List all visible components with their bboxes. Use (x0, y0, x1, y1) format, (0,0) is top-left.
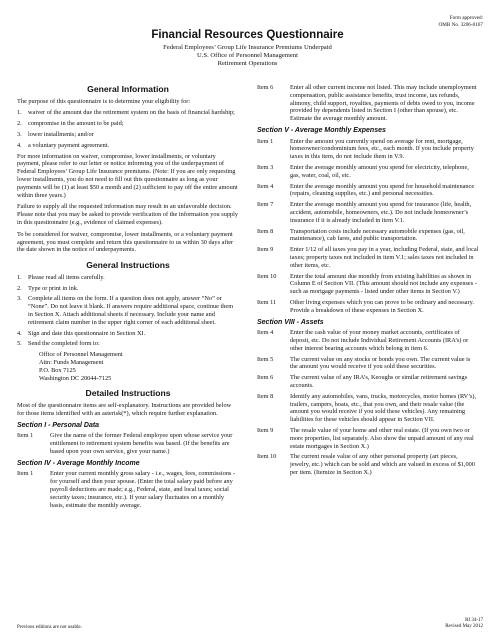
list-item: 5. Send the completed form to: (17, 340, 100, 348)
general-instructions-heading: General Instructions (86, 260, 170, 271)
instruction-item: Item 4 Enter the average monthly amount you spend for household maintenance (repairs, cleaning supplies, etc.) and personal necessities. (257, 182, 475, 198)
instruction-item: Item 8 Transportation costs include necessary automobile expenses (gas, oil, maintenance), cab fares, and public transportation. (257, 227, 465, 243)
list-item: 1. Please read all items carefully. (17, 273, 105, 281)
left-column (17, 84, 239, 512)
more-information-paragraph: For more information on waiver, compromise, lower installments, or voluntary payment, please refer to our letter or notice informing you of the underpayment of Federal Employees’ Group Life Insurance premiums. (Note: If you are only requesting lower installments, you do not need to fill out this questionnaire as long as your payments will be (1) at least $50 a month and (2) sufficient to pay off the entire amount within three years.) (17, 152, 238, 199)
revision-date: Revised May 2012 (445, 624, 483, 630)
document-header (0, 28, 495, 68)
list-item: 4. Sign and date this questionnaire in Section XI. (17, 329, 146, 337)
failure-paragraph: Failure to supply all the requested information may result in an unfavorable decision. Please note that you may be asked to provide verification of the information you supply in this questionnaire (e.g., evidence of claimed expenses). (17, 203, 239, 227)
list-item: 2. compromise in the amount to be paid; (17, 120, 124, 128)
section-iv-heading: Section IV - Average Monthly Income (17, 459, 140, 467)
instruction-item: Item 6 The current value of any IRA’s, Keoughs or similar retirement savings accounts. (257, 374, 468, 390)
detailed-instructions-heading: Detailed Instructions (85, 388, 171, 399)
section-i-heading: Section I - Personal Data (17, 421, 100, 429)
instruction-item: Item 11 Other living expenses which you can prove to be ordinary and necessary. Provide a breakdown of these expenses in Section X. (257, 299, 474, 314)
list-item: 1. waiver of the amount due the retirement system on the basis of financial hardship; (17, 109, 235, 117)
instruction-item: Item 3 Enter the average monthly amount you spend for electricity, telephone, gas, water, coal, oil, etc. (257, 164, 469, 179)
instruction-item: Item 1 Give the name of the former Federal employee upon whose service your entitlement to retirement system benefits was based. (If the benefits are based upon your own service, give your name.) (17, 432, 233, 455)
address-line: Office of Personnel Management (39, 351, 123, 359)
address-line: P.O. Box 7125 (39, 366, 76, 374)
previous-editions-note: Previous editions are not usable. (17, 625, 82, 630)
instruction-item: Item 6 Enter all other current income not listed. This may include unemployment compensation, public assistance benefits, trust income, tax refunds, alimony, child support, royalties, payments of debts owed to you, income provided by dependents listed in Section I (other than spouse), etc. Estimate the average monthly amount. (257, 84, 477, 123)
list-item: 3. lower installments; and/or (17, 131, 94, 139)
mailing-address (17, 351, 239, 382)
instruction-item: Item 9 Enter 1/12 of all taxes you pay in a year, including Federal, state, and local taxes; property taxes not included in item V.1; sales taxes not included in other items, etc. (257, 246, 479, 269)
subtitle-office: Retirement Operations (217, 60, 278, 68)
instruction-item: Item 9 The resale value of your home and other real estate. (If you own two or more properties, list separately. Also show the unpaid amount of any real estate mortgages in Section X.) (257, 427, 474, 450)
detailed-intro: Most of the questionnaire items are self-explanatory. Instructions are provided below for those items identified with an asterisk(*), which require further explanation. (17, 402, 232, 417)
instruction-item: Item 7 Enter the average monthly amount you spend for insurance (life, health, accident, automobile, homeowners, etc.). Do not include homeowner’s insurance if it is already included in item V.1. (257, 201, 472, 224)
list-item: 3. Complete all items on the form. If a question does not apply, answer “No” or “None”. Do not leave it blank. If answers require additional space, continue them in Section X. Attach additional sheets if necessary. Include your name and retirement claim number in the upper right corner of each additional sheet. (17, 295, 234, 326)
section-v-heading: Section V - Average Monthly Expenses (257, 126, 386, 134)
general-information-heading: General Information (87, 84, 169, 94)
instruction-item: Item 4 Enter the cash value of your money market accounts, certificates of deposit, etc. Do not include Individual Retirement Accounts (IRA’s) or other interest bearing accounts which belong in item 6. (257, 329, 469, 352)
instruction-item: Item 1 Enter your current monthly gross salary - i.e., wages, fees, commissions - for yourself and then your spouse. (Enter the total salary paid before any payroll deductions are made; e.g., Federal, state, and local taxes; social security taxes; insurance, etc.). If your salary fluctuates on a monthly basis, estimate the monthly average. (17, 470, 236, 509)
section-viii-heading: Section VIII - Assets (257, 318, 324, 326)
list-item: 2. Type or print in ink. (17, 284, 79, 292)
instruction-item: Item 10 Enter the total amount due monthly from existing liabilities as shown in Column E of Section VII. (This amount should not include any expenses - such as mortgage payments - listed under other items in Section V.) (257, 272, 477, 296)
instruction-item: Item 8 Identify any automobiles, vans, trucks, motorcycles, motor homes (RV’s), trailers, campers, boats, etc., that you own, and their resale value (the amount you would receive if you sold these vehicles). Any remaining liabilities for these vehicles should appear in Section VII. (257, 392, 477, 424)
subtitle-program: Federal Employees’ Group Life Insurance Premiums Underpaid (163, 44, 332, 52)
address-line: Attn: Funds Management (39, 359, 104, 367)
instruction-item: Item 5 The current value on any stocks or bonds you own. The current value is the amount you would receive if you sold these securities. (257, 355, 471, 371)
instruction-item: Item 1 Enter the amount you currently spend on average for rent, mortgage, homeowner/condominium fees, etc., each month. If you include property taxes in this item, do not include them in V.9. (257, 137, 474, 161)
page-title: Financial Resources Questionnaire (151, 29, 344, 41)
eligibility-list (17, 109, 239, 149)
omb-number: OMB No. 3206-0167 (438, 21, 483, 28)
deadline-paragraph: To be considered for waiver, compromise, lower installments, or a voluntary payment agreement, you must complete and return this questionnaire to us within 30 days after the date shown in the notice of underpayments. (17, 230, 234, 254)
form-number-block (445, 618, 483, 631)
subtitle-agency: U.S. Office of Personnel Management (197, 52, 298, 60)
purpose-intro: The purpose of this questionnaire is to determine your eligibility for: (17, 97, 191, 105)
right-column (257, 84, 479, 480)
omb-approval (438, 15, 483, 28)
form-number: RI 34-17 (465, 618, 483, 623)
address-line: Washington DC 20044-7125 (39, 374, 112, 382)
instructions-list (17, 274, 239, 348)
instruction-item: Item 10 The current resale value of any other personal property (art pieces, jewelry, etc.) which can be sold and which are valued in excess of $1,000 per item. (Itemize in Section X.) (257, 453, 475, 477)
form-approved-text: Form approved: (449, 15, 483, 21)
list-item: 4. a voluntary payment agreement. (17, 141, 110, 149)
